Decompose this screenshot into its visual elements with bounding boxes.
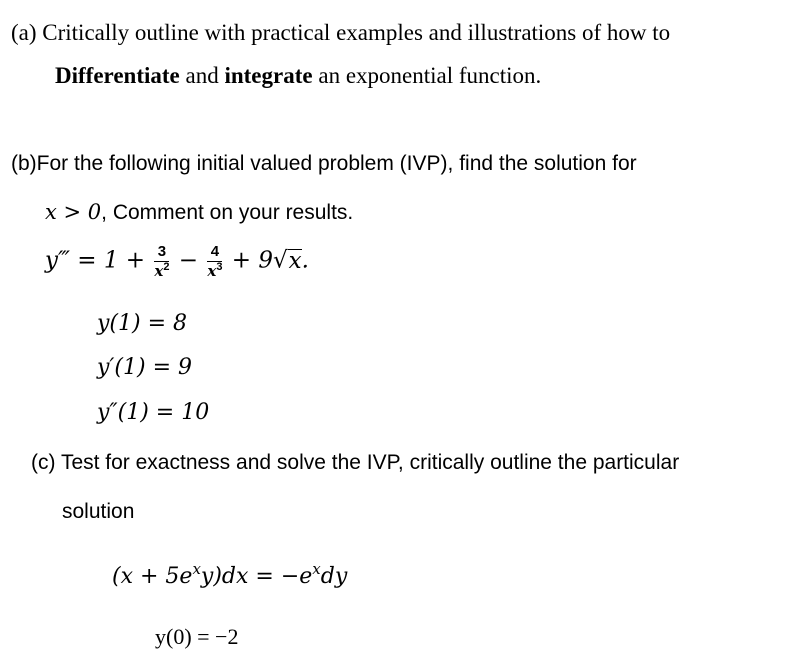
ode-lhs: y‴ = 1 +	[45, 247, 153, 274]
fraction-4-over-x3	[207, 244, 222, 279]
part-a-line-1: (a) Critically outline with practical examples and illustrations of how to	[11, 20, 671, 45]
comment-text: , Comment on your results.	[101, 201, 354, 224]
sqrt-argument: x	[288, 247, 302, 274]
exact-equation	[112, 560, 348, 589]
ode-end: .	[301, 247, 309, 274]
initial-condition-1: y(1) = 8	[97, 311, 188, 336]
initial-condition-2: y′(1) = 9	[97, 355, 193, 380]
fraction-4-denominator: $x^3$	[207, 261, 223, 280]
initial-condition-3: y″(1) = 10	[97, 400, 210, 425]
part-b-line-1: (b)For the following initial valued problem (IVP), find the solution for	[11, 152, 637, 175]
exact-equation-part-3: dy	[320, 564, 348, 589]
ode-plus-nine-root: + 9√	[224, 247, 288, 274]
fraction-3-over-x2	[154, 244, 169, 279]
part-a-line-2-rest: an exponential function.	[312, 63, 542, 88]
fraction-4-numerator: 4	[207, 244, 222, 262]
part-c-initial-condition: y(0) = −2	[155, 624, 239, 649]
word-integrate: integrate	[224, 63, 313, 88]
part-c-line-1: (c) Test for exactness and solve the IVP, critically outline the particular	[31, 451, 680, 474]
part-a-line-2	[55, 63, 541, 89]
exponent-x-2: x	[312, 560, 321, 578]
part-b-line-2	[45, 200, 353, 225]
ode-equation	[45, 244, 309, 279]
word-differentiate: Differentiate	[55, 63, 180, 88]
part-c-line-2: solution	[62, 500, 135, 523]
exact-equation-part-2: y)dx = −e	[200, 564, 313, 589]
exact-equation-part-1: (x + 5e	[112, 564, 193, 589]
fraction-3-denominator: $x^2$	[154, 261, 170, 280]
fraction-3-numerator: 3	[154, 244, 169, 262]
condition-x-positive: x > 0	[45, 200, 102, 224]
word-and: and	[179, 63, 225, 88]
exponent-x-1: x	[192, 560, 201, 578]
ode-minus: −	[171, 247, 206, 274]
